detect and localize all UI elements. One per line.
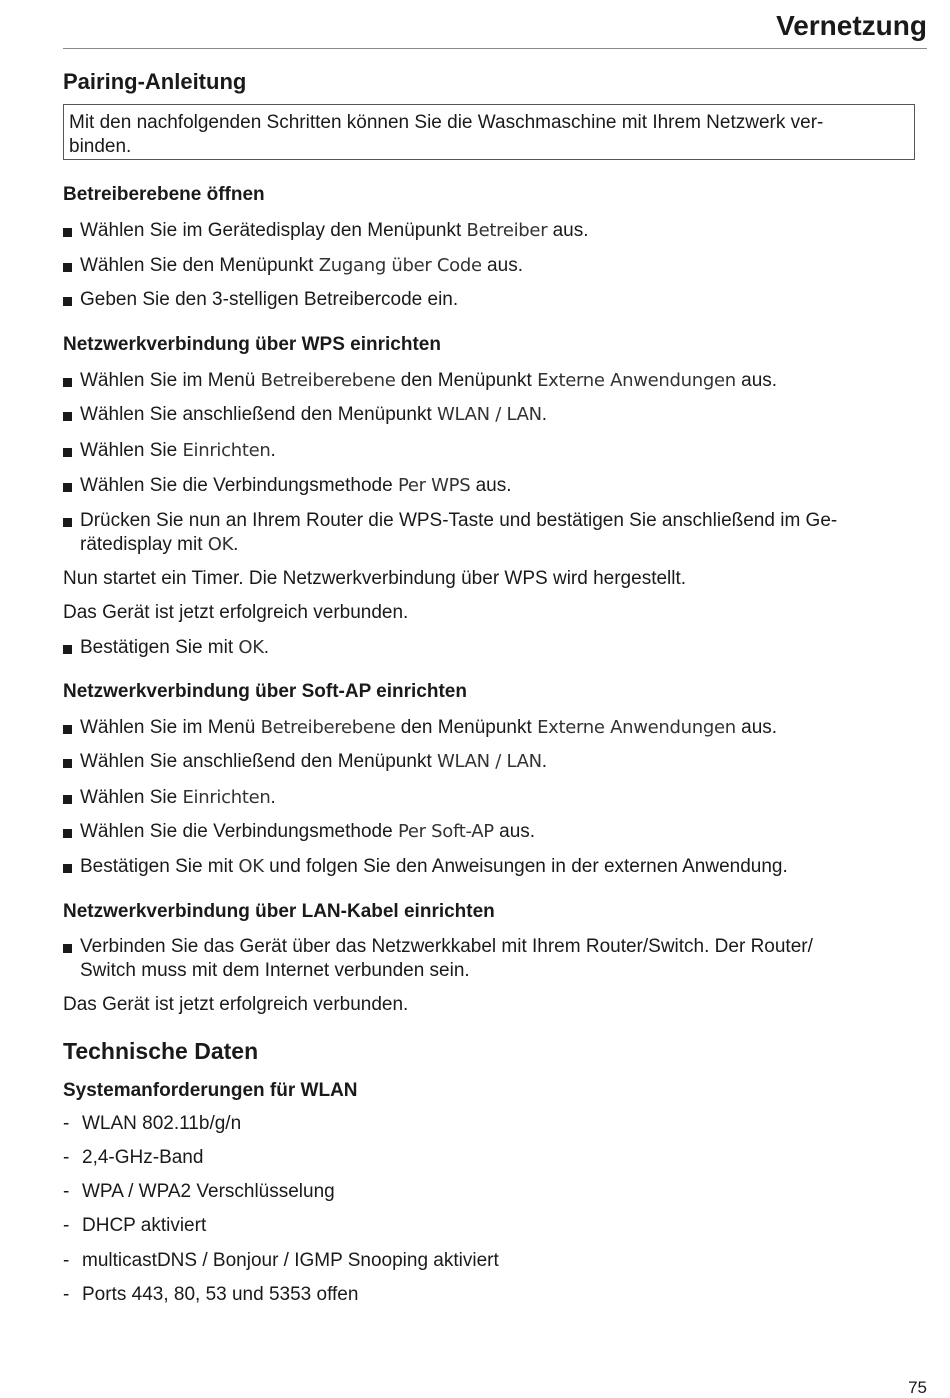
- item-text: aus.: [547, 220, 589, 241]
- item-text: Bestätigen Sie mit: [80, 856, 239, 877]
- bullet-square-icon: [63, 263, 72, 272]
- item-text: Wählen Sie die Verbindungsmethode: [80, 821, 398, 842]
- item-text: WLAN 802.11b/g/n: [82, 1113, 242, 1134]
- list-item: - WLAN 802.11b/g/n: [63, 1113, 242, 1134]
- bullet-square-icon: [63, 448, 72, 457]
- list-item: [63, 509, 927, 557]
- list-item: - Ports 443, 80, 53 und 5353 offen: [63, 1284, 359, 1305]
- ui-term: Betreiberebene: [260, 717, 396, 738]
- list-item: - WPA / WPA2 Verschlüsselung: [63, 1181, 335, 1202]
- subsection-title-lan: Netzwerkverbindung über LAN-Kabel einrichten: [63, 901, 495, 922]
- item-text: 2,4-GHz-Band: [82, 1147, 204, 1168]
- item-text: .: [233, 534, 239, 555]
- bullet-square-icon: [63, 483, 72, 492]
- list-item: [63, 439, 927, 463]
- bullet-square-icon: [63, 725, 72, 734]
- list-item: [63, 935, 927, 983]
- item-text: Drücken Sie nun an Ihrem Router die WPS-Taste und bestätigen Sie anschließend im Ge-: [80, 510, 838, 531]
- item-text: rätedisplay mit: [80, 534, 208, 555]
- ui-term: OK: [238, 637, 264, 658]
- item-text: Verbinden Sie das Gerät über das Netzwerkkabel mit Ihrem Router/Switch. Der Router/: [80, 936, 813, 957]
- list-item: [63, 786, 927, 810]
- bullet-square-icon: [63, 759, 72, 768]
- item-text: aus.: [470, 475, 512, 496]
- item-text: Wählen Sie den Menüpunkt: [80, 255, 319, 276]
- page-number: 75: [908, 1378, 927, 1397]
- ui-term: Externe Anwendungen: [537, 370, 736, 391]
- subsection-title-wps: Netzwerkverbindung über WPS einrichten: [63, 334, 441, 355]
- ui-term: Zugang über Code: [318, 255, 482, 276]
- item-text: den Menüpunkt: [395, 370, 538, 391]
- item-text: DHCP aktiviert: [82, 1215, 207, 1236]
- ui-term: Einrichten: [182, 787, 271, 808]
- item-text: Switch muss mit dem Internet verbunden sein.: [80, 960, 470, 981]
- item-text: Bestätigen Sie mit: [80, 637, 239, 658]
- list-item: [63, 716, 927, 740]
- list-item: [63, 288, 927, 312]
- bullet-square-icon: [63, 228, 72, 237]
- paragraph: Nun startet ein Timer. Die Netzwerkverbindung über WPS wird hergestellt.: [63, 568, 687, 589]
- item-text: .: [270, 787, 276, 808]
- paragraph: Das Gerät ist jetzt erfolgreich verbunden.: [63, 602, 409, 623]
- list-item: [63, 219, 927, 243]
- bullet-square-icon: [63, 297, 72, 306]
- section-title-pairing: Pairing-Anleitung: [63, 69, 247, 94]
- list-item: [63, 474, 927, 498]
- subsection-title-wlan-requirements: Systemanforderungen für WLAN: [63, 1080, 358, 1101]
- item-text: WPA / WPA2 Verschlüsselung: [82, 1181, 335, 1202]
- list-item: - multicastDNS / Bonjour / IGMP Snooping aktiviert: [63, 1250, 499, 1271]
- list-item: [63, 750, 927, 774]
- list-item: [63, 820, 927, 844]
- bullet-square-icon: [63, 378, 72, 387]
- list-item: - DHCP aktiviert: [63, 1215, 207, 1236]
- paragraph: Das Gerät ist jetzt erfolgreich verbunden.: [63, 994, 409, 1015]
- item-text: aus.: [481, 255, 523, 276]
- subsection-title-softap: Netzwerkverbindung über Soft-AP einrichten: [63, 681, 467, 702]
- item-text: Wählen Sie: [80, 787, 183, 808]
- ui-term: Externe Anwendungen: [537, 717, 736, 738]
- item-text: Wählen Sie: [80, 440, 183, 461]
- item-text: .: [270, 440, 276, 461]
- list-item: - 2,4-GHz-Band: [63, 1147, 204, 1168]
- item-text: multicastDNS / Bonjour / IGMP Snooping aktiviert: [82, 1250, 499, 1271]
- item-text: .: [263, 637, 270, 658]
- item-text: Geben Sie den 3-stelligen Betreibercode ein.: [80, 289, 459, 310]
- list-item: [63, 855, 927, 879]
- item-text: Wählen Sie anschließend den Menüpunkt: [80, 751, 438, 772]
- list-item: [63, 254, 927, 278]
- bullet-square-icon: [63, 944, 72, 953]
- list-item: [63, 369, 927, 393]
- bullet-square-icon: [63, 829, 72, 838]
- item-text: aus.: [735, 717, 778, 738]
- item-text: den Menüpunkt: [395, 717, 538, 738]
- bullet-square-icon: [63, 645, 72, 654]
- page-header-title: Vernetzung: [776, 10, 927, 41]
- ui-term: Betreiberebene: [260, 370, 396, 391]
- ui-term: WLAN / LAN: [437, 751, 542, 772]
- item-text: Wählen Sie im Gerätedisplay den Menüpunkt: [80, 220, 467, 241]
- ui-term: Per WPS: [397, 475, 471, 496]
- bullet-square-icon: [63, 864, 72, 873]
- item-text: Wählen Sie im Menü: [80, 370, 261, 391]
- section-title-technische-daten: Technische Daten: [63, 1038, 259, 1064]
- item-text: aus.: [735, 370, 778, 391]
- ui-term: OK: [207, 534, 234, 555]
- ui-term: Betreiber: [466, 220, 548, 241]
- subsection-title-betreiberebene: Betreiberebene öffnen: [63, 184, 265, 205]
- ui-term: Per Soft-AP: [397, 821, 494, 842]
- item-text: aus.: [493, 821, 536, 842]
- item-text: und folgen Sie den Anweisungen in der externen Anwendung.: [263, 856, 788, 877]
- header-divider: [63, 48, 927, 49]
- item-text: Wählen Sie die Verbindungsmethode: [80, 475, 398, 496]
- bullet-square-icon: [63, 795, 72, 804]
- item-text: Wählen Sie im Menü: [80, 717, 261, 738]
- info-box: [63, 104, 915, 160]
- bullet-square-icon: [63, 412, 72, 421]
- item-text: Wählen Sie anschließend den Menüpunkt: [80, 404, 438, 425]
- bullet-square-icon: [63, 518, 72, 527]
- info-text: Mit den nachfolgenden Schritten können Sie die Waschmaschine mit Ihrem Netzwerk ver- binden.: [69, 112, 824, 157]
- item-text: .: [541, 751, 548, 772]
- list-item: [63, 636, 927, 660]
- ui-term: OK: [238, 856, 264, 877]
- item-text: .: [541, 404, 548, 425]
- item-text: Ports 443, 80, 53 und 5353 offen: [82, 1284, 359, 1305]
- ui-term: WLAN / LAN: [437, 404, 542, 425]
- ui-term: Einrichten: [182, 440, 271, 461]
- list-item: [63, 403, 927, 427]
